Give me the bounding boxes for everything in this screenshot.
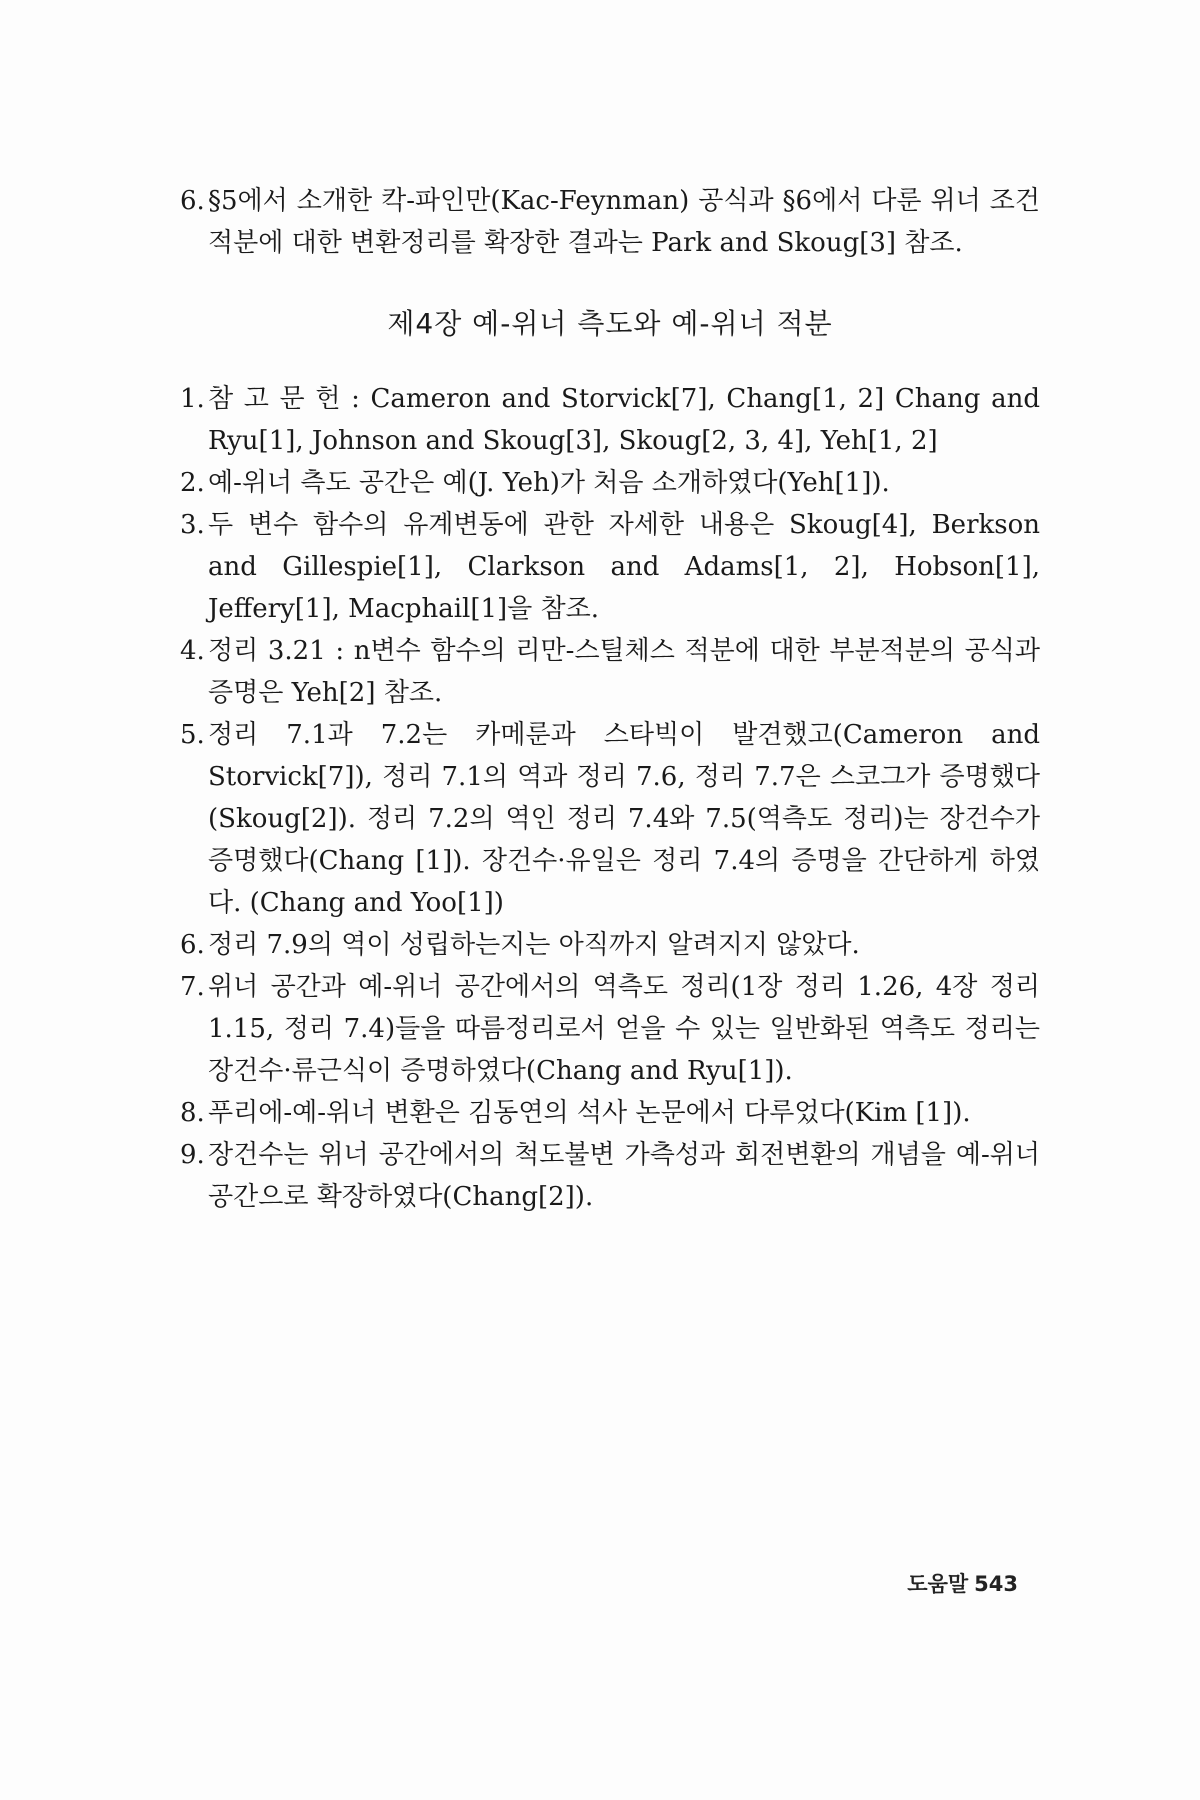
- note-item: [180, 1092, 1040, 1134]
- note-item: [180, 714, 1040, 924]
- note-number: 3.: [180, 510, 205, 540]
- note-item: [180, 966, 1040, 1092]
- chapter-title: 제4장 예-위너 측도와 예-위너 적분: [387, 307, 833, 340]
- top-note: [180, 180, 1040, 264]
- note-item: [180, 924, 1040, 966]
- note-number: 7.: [180, 972, 205, 1002]
- notes-list: [180, 378, 1040, 1218]
- page-footer: [907, 1568, 1018, 1598]
- footer-label: 도움말: [907, 1572, 969, 1596]
- note-item: [180, 378, 1040, 462]
- page-content: [180, 180, 1040, 1218]
- note-text: 정리 7.1과 7.2는 카메룬과 스타빅이 발견했고(Cameron and Storvick[7]), 정리 7.1의 역과 정리 7.6, 정리 7.7은 스코그가 증명했다(Skoug[2]). 정리 7.2의 역인 정리 7.4와 7.5(역측도 정리)는 장건수가 증명했다(Chang [1]). 장건수·유일은 정리 7.4의 증명을 간단하게 하였다. (Chang and Yoo[1]): [208, 720, 1040, 918]
- note-number: 8.: [180, 1098, 205, 1128]
- note-number: 5.: [180, 720, 205, 750]
- note-item: [180, 1134, 1040, 1218]
- top-note-number: 6.: [180, 186, 205, 216]
- note-text: 두 변수 함수의 유계변동에 관한 자세한 내용은 Skoug[4], Berkson and Gillespie[1], Clarkson and Adams[1, 2], Hobson[1], Jeffery[1], Macphail[1]을 참조.: [208, 510, 1040, 624]
- note-number: 6.: [180, 930, 205, 960]
- note-number: 1.: [180, 384, 205, 414]
- note-number: 4.: [180, 636, 205, 666]
- note-item: [180, 630, 1040, 714]
- note-text: 장건수는 위너 공간에서의 척도불변 가측성과 회전변환의 개념을 예-위너 공간으로 확장하였다(Chang[2]).: [208, 1140, 1040, 1212]
- page-number: 543: [974, 1572, 1018, 1596]
- top-note-text: §5에서 소개한 칵-파인만(Kac-Feynman) 공식과 §6에서 다룬 위너 조건적분에 대한 변환정리를 확장한 결과는 Park and Skoug[3] 참조.: [208, 186, 1040, 258]
- note-text: 예-위너 측도 공간은 예(J. Yeh)가 처음 소개하였다(Yeh[1]).: [208, 468, 890, 498]
- note-text: 참 고 문 헌 : Cameron and Storvick[7], Chang[1, 2] Chang and Ryu[1], Johnson and Skoug[3], Skoug[2, 3, 4], Yeh[1, 2]: [208, 384, 1040, 456]
- note-text: 위너 공간과 예-위너 공간에서의 역측도 정리(1장 정리 1.26, 4장 정리 1.15, 정리 7.4)들을 따름정리로서 얻을 수 있는 일반화된 역측도 정리는 장건수·류근식이 증명하였다(Chang and Ryu[1]).: [208, 972, 1040, 1086]
- note-item: [180, 504, 1040, 630]
- note-number: 2.: [180, 468, 205, 498]
- note-text: 푸리에-예-위너 변환은 김동연의 석사 논문에서 다루었다(Kim [1]).: [208, 1098, 971, 1128]
- note-number: 9.: [180, 1140, 205, 1170]
- note-text: 정리 7.9의 역이 성립하는지는 아직까지 알려지지 않았다.: [208, 930, 860, 960]
- note-text: 정리 3.21 : n변수 함수의 리만-스틸체스 적분에 대한 부분적분의 공식과 증명은 Yeh[2] 참조.: [208, 636, 1040, 708]
- note-item: [180, 462, 1040, 504]
